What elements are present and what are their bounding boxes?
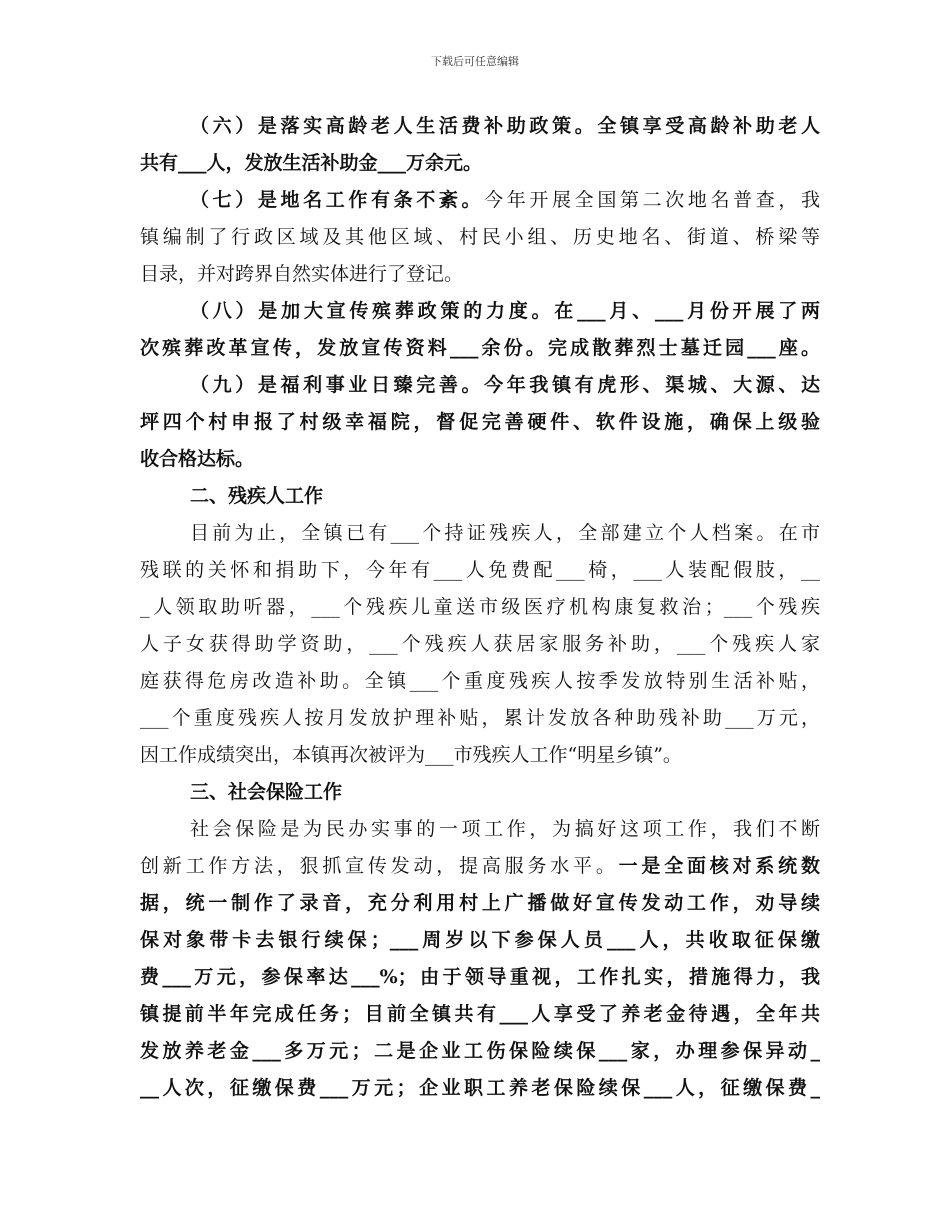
paragraph-line (140, 589, 820, 626)
text-run: _人领取助听器，___个残疾儿童送市级医疗机构康复救治；___个残疾 (140, 596, 820, 618)
text-run: 社会保险是为民办实事的一项工作，为搞好这项工作，我们不断 (190, 818, 820, 840)
heading-text: 三、社会保险工作 (190, 781, 343, 803)
text-run: 创新工作方法，狠抓宣传发动，提高服务水平。 (140, 855, 619, 877)
text-run: 保对象带卡去银行续保；___周岁以下参保人员___人，共收取征保缴 (140, 929, 820, 951)
text-run: 据，统一制作了录音，充分利用村上广播做好宣传发动工作，劝导续 (140, 892, 820, 914)
paragraph-line (140, 996, 820, 1033)
paragraph-line (140, 1070, 820, 1107)
text-run: 次殡葬改革宣传，发放宣传资料___余份。完成散葬烈士墓迁园___座。 (140, 337, 820, 359)
paragraph-line (140, 404, 820, 441)
text-run: 人子女获得助学资助，___个残疾人获居家服务补助，___个残疾人家 (140, 633, 820, 655)
paragraph-line (140, 182, 820, 219)
paragraph-line (140, 330, 820, 367)
paragraph-line (140, 811, 820, 848)
document-body (140, 108, 820, 1107)
paragraph-line (140, 256, 820, 293)
text-run: 镇编制了行政区域及其他区域、村民小组、历史地名、街道、桥梁等 (140, 226, 820, 248)
paragraph-line (140, 441, 820, 478)
paragraph-line (140, 108, 820, 145)
paragraph-line (140, 848, 820, 885)
text-run-bold: （七）是地名工作有条不紊。 (190, 189, 485, 211)
paragraph-line (140, 515, 820, 552)
paragraph-line (140, 663, 820, 700)
section-heading (140, 478, 820, 515)
text-run: 目录，并对跨界自然实体进行了登记。 (140, 263, 464, 285)
paragraph-line (140, 885, 820, 922)
paragraph-line (140, 626, 820, 663)
paragraph-line (140, 700, 820, 737)
text-run: 费___万元，参保率达___%；由于领导重视，工作扎实，措施得力，我 (140, 966, 820, 988)
paragraph-line (140, 219, 820, 256)
paragraph-line (140, 145, 820, 182)
text-run: 残联的关怀和捐助下，今年有___人免费配___椅，___人装配假肢，__ (140, 559, 820, 581)
page-header-note: 下载后可任意编辑 (431, 55, 519, 68)
text-run: 发放养老金___多万元；二是企业工伤保险续保___家，办理参保异动_ (140, 1040, 820, 1062)
paragraph-line (140, 552, 820, 589)
text-run: （六）是落实高龄老人生活费补助政策。全镇享受高龄补助老人 (190, 115, 820, 137)
text-run: （九）是福利事业日臻完善。今年我镇有虎形、渠城、大源、达 (190, 374, 820, 396)
section-heading (140, 774, 820, 811)
paragraph-line (140, 737, 820, 774)
paragraph-line (140, 959, 820, 996)
text-run: 镇提前半年完成任务；目前全镇共有___人享受了养老金待遇，全年共 (140, 1003, 820, 1025)
paragraph-line (140, 367, 820, 404)
text-run: 今年开展全国第二次地名普查，我 (484, 189, 820, 211)
text-run: ___个重度残疾人按月发放护理补贴，累计发放各种助残补助___万元， (140, 707, 820, 729)
text-run: 坪四个村申报了村级幸福院，督促完善硬件、软件设施，确保上级验 (140, 411, 820, 433)
text-run: 庭获得危房改造补助。全镇___个重度残疾人按季发放特别生活补贴， (140, 670, 820, 692)
text-run: 共有___人，发放生活补助金___万余元。 (140, 152, 483, 174)
heading-text: 二、残疾人工作 (190, 485, 324, 507)
paragraph-line (140, 293, 820, 330)
text-run: 因工作成绩突出，本镇再次被评为___市残疾人工作“明星乡镇”。 (140, 744, 682, 766)
paragraph-line (140, 922, 820, 959)
text-run-bold: 一是全面核对系统数 (618, 855, 820, 877)
text-run: __人次，征缴保费___万元；企业职工养老保险续保___人，征缴保费_ (140, 1077, 820, 1099)
text-run: 目前为止，全镇已有___个持证残疾人，全部建立个人档案。在市 (190, 522, 820, 544)
text-run: 收合格达标。 (140, 448, 255, 470)
paragraph-line (140, 1033, 820, 1070)
text-run: （八）是加大宣传殡葬政策的力度。在___月、___月份开展了两 (190, 300, 820, 322)
